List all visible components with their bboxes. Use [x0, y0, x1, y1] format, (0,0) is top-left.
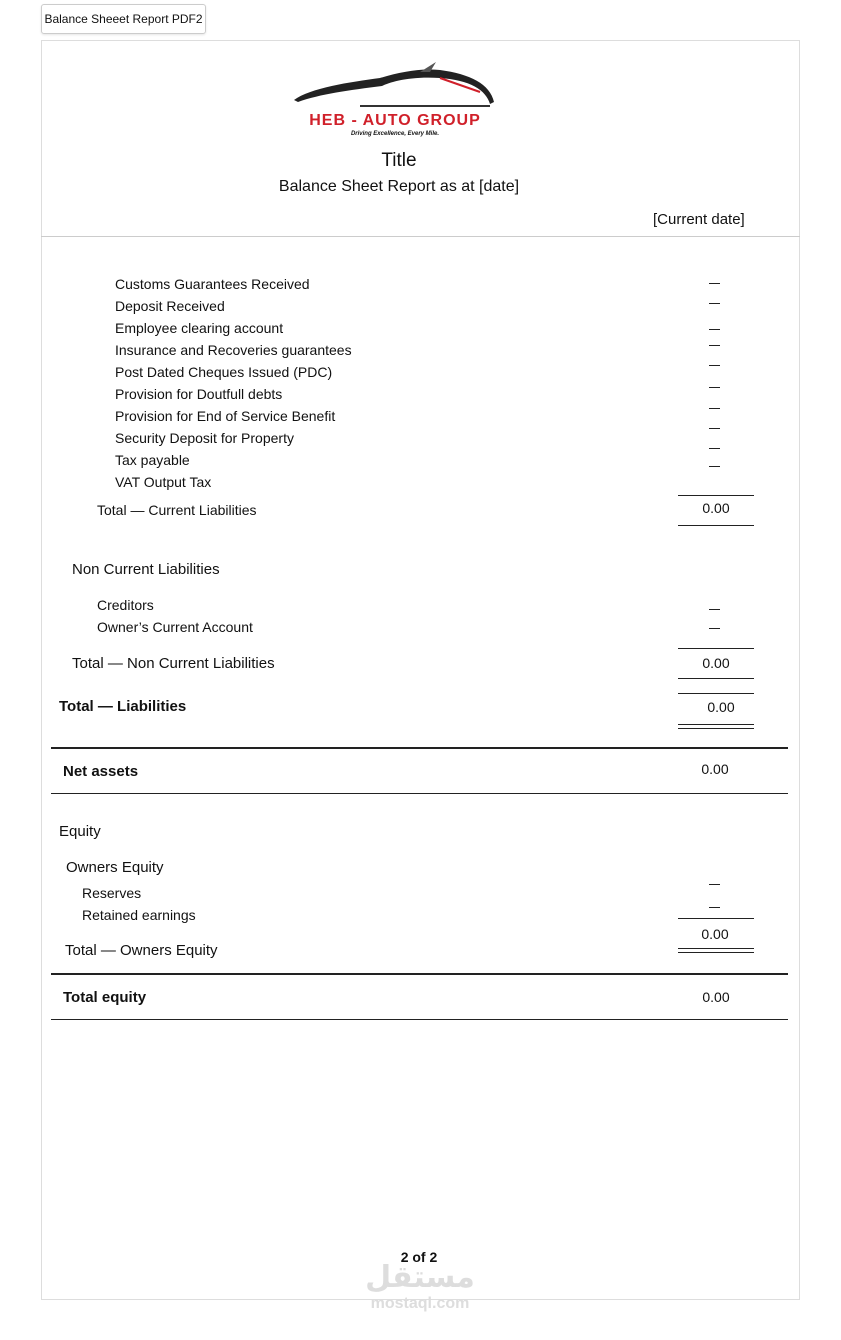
total-liabilities-value: 0.00	[707, 699, 735, 715]
car-icon	[290, 58, 500, 114]
equity-heading: Equity	[59, 823, 101, 840]
line-item: Employee clearing account	[115, 320, 284, 336]
line-item: Provision for Doutfull debts	[115, 386, 283, 402]
rule	[678, 525, 754, 526]
rule	[51, 973, 788, 975]
total-non-current-label: Total — Non Current Liabilities	[72, 655, 275, 672]
dash	[709, 466, 720, 467]
dash	[709, 448, 720, 449]
logo-brand: HEB - AUTO GROUP	[309, 112, 481, 129]
dash	[709, 408, 720, 409]
total-owners-equity-label: Total — Owners Equity	[65, 942, 218, 959]
dash	[709, 884, 720, 885]
dash	[709, 628, 720, 629]
total-current-liabilities-label: Total — Current Liabilities	[97, 502, 257, 518]
total-equity-label: Total equity	[63, 989, 147, 1006]
dash	[709, 303, 720, 304]
rule	[678, 948, 754, 949]
line-item: Deposit Received	[115, 298, 225, 314]
report-title: Title	[381, 150, 417, 171]
total-current-liabilities-value: 0.00	[702, 500, 730, 516]
dash	[709, 283, 720, 284]
dash	[709, 329, 720, 330]
line-item: Reserves	[82, 885, 142, 901]
non-current-liabilities-heading: Non Current Liabilities	[72, 561, 220, 578]
rule	[678, 648, 754, 649]
rule	[678, 952, 754, 953]
dash	[709, 387, 720, 388]
line-item: Creditors	[97, 597, 154, 613]
dash	[709, 609, 720, 610]
line-item: Tax payable	[115, 452, 190, 468]
line-item: VAT Output Tax	[115, 474, 212, 490]
total-equity-value: 0.00	[702, 989, 730, 1005]
net-assets-value: 0.00	[701, 761, 729, 777]
net-assets-label: Net assets	[63, 763, 139, 780]
logo-tagline: Driving Excellence, Every Mile.	[350, 131, 440, 137]
dash	[709, 365, 720, 366]
rule	[678, 693, 754, 694]
rule	[51, 793, 788, 794]
company-logo	[290, 58, 500, 142]
line-item: Provision for End of Service Benefit	[115, 408, 336, 424]
total-liabilities-label: Total — Liabilities	[59, 698, 187, 715]
line-item: Security Deposit for Property	[115, 430, 294, 446]
rule	[51, 747, 788, 749]
line-item: Retained earnings	[82, 907, 196, 923]
dash	[709, 907, 720, 908]
current-date: [Current date]	[653, 211, 745, 228]
total-non-current-value: 0.00	[702, 655, 730, 671]
report-subtitle: Balance Sheet Report as at [date]	[278, 178, 520, 195]
watermark: mostaql.com	[370, 1295, 470, 1312]
line-item: Post Dated Cheques Issued (PDC)	[115, 364, 333, 380]
dash	[709, 428, 720, 429]
document-tab[interactable]: Balance Sheeet Report PDF2	[41, 4, 206, 34]
total-owners-equity-value: 0.00	[701, 926, 729, 942]
watermark-arabic: مستقل	[365, 1261, 475, 1294]
dash	[709, 345, 720, 346]
rule	[678, 728, 754, 729]
rule	[678, 724, 754, 725]
page-number: 2 of 2	[400, 1249, 438, 1265]
rule	[51, 1019, 788, 1020]
rule	[678, 918, 754, 919]
rule	[678, 495, 754, 496]
header-divider	[41, 236, 800, 237]
owners-equity-heading: Owners Equity	[66, 859, 164, 876]
line-item: Customs Guarantees Received	[115, 276, 310, 292]
line-item: Owner’s Current Account	[97, 619, 253, 635]
rule	[678, 678, 754, 679]
line-item: Insurance and Recoveries guarantees	[115, 342, 352, 358]
